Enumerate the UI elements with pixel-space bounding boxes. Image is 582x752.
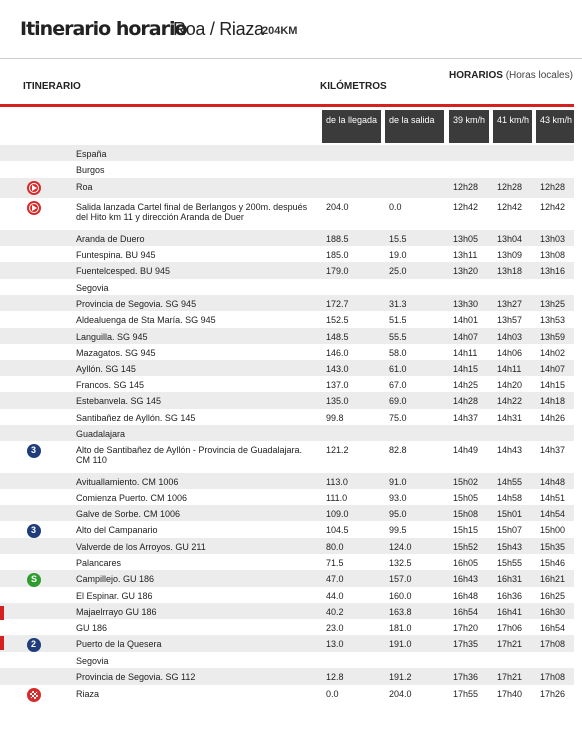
time-39kmh: 15h05 xyxy=(453,493,479,503)
column-header xyxy=(0,64,582,104)
time-41kmh: 14h20 xyxy=(497,380,523,390)
place-name: Aranda de Duero xyxy=(76,234,145,244)
page-title: Itinerario horario xyxy=(20,18,187,40)
time-41kmh: 17h21 xyxy=(497,639,523,649)
time-41kmh: 14h11 xyxy=(497,364,522,374)
km-to-finish: 135.0 xyxy=(326,396,349,406)
time-41kmh: 13h18 xyxy=(497,266,523,276)
time-39kmh: 13h30 xyxy=(453,299,479,309)
table-row xyxy=(0,652,574,668)
speed1-heading: 39 km/h xyxy=(449,110,489,143)
km-from-start: 55.5 xyxy=(389,332,407,342)
km-to-finish: 179.0 xyxy=(326,266,349,276)
table-row xyxy=(0,554,574,570)
place-name: Aldealuenga de Sta María. SG 945 xyxy=(76,315,216,325)
km-to-finish: 146.0 xyxy=(326,348,349,358)
time-43kmh: 14h26 xyxy=(540,413,566,423)
place-name: Segovia xyxy=(76,656,109,666)
time-43kmh: 14h54 xyxy=(540,509,566,519)
km-to-finish: 152.5 xyxy=(326,315,349,325)
table-row xyxy=(0,619,574,635)
km-from-start: 95.0 xyxy=(389,509,407,519)
time-41kmh: 14h43 xyxy=(497,445,523,455)
km-to-finish: 104.5 xyxy=(326,525,349,535)
time-41kmh: 14h58 xyxy=(497,493,523,503)
table-row xyxy=(0,538,574,554)
km-to-finish: 23.0 xyxy=(326,623,344,633)
place-name: Roa xyxy=(76,182,93,192)
place-name: Languilla. SG 945 xyxy=(76,332,148,342)
table-row xyxy=(0,473,574,489)
time-43kmh: 17h08 xyxy=(540,672,566,682)
time-43kmh: 13h16 xyxy=(540,266,566,276)
km-to-finish: 47.0 xyxy=(326,574,344,584)
start-icon xyxy=(27,181,41,195)
table-row xyxy=(0,685,574,705)
time-43kmh: 12h28 xyxy=(540,182,566,192)
time-43kmh: 15h46 xyxy=(540,558,566,568)
place-name: Valverde de los Arroyos. GU 211 xyxy=(76,542,206,552)
table-row xyxy=(0,441,574,473)
place-name: GU 186 xyxy=(76,623,108,633)
time-39kmh: 14h37 xyxy=(453,413,479,423)
km-to-finish: 13.0 xyxy=(326,639,344,649)
time-41kmh: 16h36 xyxy=(497,591,523,601)
time-43kmh: 14h51 xyxy=(540,493,566,503)
km-from-start: 61.0 xyxy=(389,364,407,374)
time-43kmh: 16h54 xyxy=(540,623,566,633)
table-row xyxy=(0,603,574,619)
time-39kmh: 17h36 xyxy=(453,672,479,682)
place-name: Galve de Sorbe. CM 1006 xyxy=(76,509,181,519)
km-from-start: 25.0 xyxy=(389,266,407,276)
km-from-start: 204.0 xyxy=(389,689,412,699)
time-41kmh: 15h01 xyxy=(497,509,523,519)
time-43kmh: 13h25 xyxy=(540,299,566,309)
place-name: Avituallamiento. CM 1006 xyxy=(76,477,179,487)
table-row xyxy=(0,668,574,685)
time-39kmh: 12h42 xyxy=(453,202,479,212)
time-41kmh: 14h03 xyxy=(497,332,523,342)
km-from-start: 191.0 xyxy=(389,639,412,649)
mountain-cat2-icon xyxy=(27,638,41,652)
page-header xyxy=(0,0,582,58)
table-row xyxy=(0,392,574,409)
time-43kmh: 16h25 xyxy=(540,591,566,601)
time-41kmh: 14h55 xyxy=(497,477,523,487)
sprint-icon xyxy=(27,573,41,587)
time-39kmh: 14h07 xyxy=(453,332,479,342)
schedule-heading-label: HORARIOS xyxy=(449,70,503,81)
time-41kmh: 14h31 xyxy=(497,413,523,423)
table-row xyxy=(0,635,574,652)
time-39kmh: 15h08 xyxy=(453,509,479,519)
place-name: Mazagatos. SG 945 xyxy=(76,348,156,358)
table-row xyxy=(0,230,574,246)
time-41kmh: 17h06 xyxy=(497,623,523,633)
place-name: España xyxy=(76,149,107,159)
table-row xyxy=(0,198,574,230)
place-name: Estebanvela. SG 145 xyxy=(76,396,162,406)
time-43kmh: 13h03 xyxy=(540,234,566,244)
place-name: Segovia xyxy=(76,283,109,293)
table-row xyxy=(0,328,574,344)
km-to-finish: 121.2 xyxy=(326,445,349,455)
table-row xyxy=(0,279,574,295)
km-from-start: 15.5 xyxy=(389,234,407,244)
place-name: Provincia de Segovia. SG 945 xyxy=(76,299,197,309)
table-row xyxy=(0,360,574,376)
place-name: Campillejo. GU 186 xyxy=(76,574,155,584)
time-43kmh: 14h02 xyxy=(540,348,566,358)
km-to-finish: 99.8 xyxy=(326,413,344,423)
km-to-finish: 12.8 xyxy=(326,672,344,682)
schedule-heading xyxy=(449,70,575,82)
table-row xyxy=(0,161,574,178)
time-39kmh: 13h05 xyxy=(453,234,479,244)
schedule-note: (Horas locales) xyxy=(505,70,573,81)
time-41kmh: 12h28 xyxy=(497,182,523,192)
time-39kmh: 17h20 xyxy=(453,623,479,633)
km-from-start: 69.0 xyxy=(389,396,407,406)
time-43kmh: 14h15 xyxy=(540,380,566,390)
time-39kmh: 14h11 xyxy=(453,348,478,358)
km-to-finish: 80.0 xyxy=(326,542,344,552)
km-from-start: 163.8 xyxy=(389,607,412,617)
km-from-start: 31.3 xyxy=(389,299,407,309)
km-from-start: 191.2 xyxy=(389,672,412,682)
table-row xyxy=(0,425,574,441)
start-icon xyxy=(27,201,41,215)
km-to-finish: 143.0 xyxy=(326,364,349,374)
time-39kmh: 17h55 xyxy=(453,689,479,699)
time-39kmh: 14h01 xyxy=(453,315,479,325)
speed2-heading: 41 km/h xyxy=(493,110,532,143)
km-to-finish: 0.0 xyxy=(326,689,339,699)
time-43kmh: 17h26 xyxy=(540,689,566,699)
place-name: Alto del Campanario xyxy=(76,525,158,535)
mountain-cat3-icon xyxy=(27,444,41,458)
place-name: Guadalajara xyxy=(76,429,126,439)
km-to-finish: 71.5 xyxy=(326,558,344,568)
time-39kmh: 13h20 xyxy=(453,266,479,276)
km-to-finish: 137.0 xyxy=(326,380,349,390)
time-43kmh: 14h18 xyxy=(540,396,566,406)
time-41kmh: 13h27 xyxy=(497,299,523,309)
itinerary-heading: ITINERARIO xyxy=(23,81,81,92)
km-from-start: 75.0 xyxy=(389,413,407,423)
km-to-finish: 40.2 xyxy=(326,607,344,617)
time-43kmh: 13h08 xyxy=(540,250,566,260)
edge-marker xyxy=(0,636,4,650)
km-from-start: 124.0 xyxy=(389,542,412,552)
time-41kmh: 14h22 xyxy=(497,396,523,406)
time-39kmh: 14h25 xyxy=(453,380,479,390)
place-name: El Espinar. GU 186 xyxy=(76,591,153,601)
km-to-finish: 113.0 xyxy=(326,477,348,487)
km-to-finish: 204.0 xyxy=(326,202,349,212)
km-from-start: 19.0 xyxy=(389,250,407,260)
time-39kmh: 13h11 xyxy=(453,250,478,260)
place-name: Alto de Santibañez de Ayllón - Provincia de Guadalajara. CM 110 xyxy=(76,445,302,465)
time-43kmh: 12h42 xyxy=(540,202,566,212)
time-41kmh: 16h41 xyxy=(497,607,523,617)
time-41kmh: 17h21 xyxy=(497,672,523,682)
km-from-start: 58.0 xyxy=(389,348,407,358)
table-row xyxy=(0,376,574,392)
place-name: Burgos xyxy=(76,165,105,175)
time-43kmh: 16h21 xyxy=(540,574,566,584)
time-43kmh: 15h35 xyxy=(540,542,566,552)
time-43kmh: 13h53 xyxy=(540,315,566,325)
table-row xyxy=(0,489,574,505)
time-39kmh: 17h35 xyxy=(453,639,479,649)
place-name: Funtespina. BU 945 xyxy=(76,250,156,260)
time-43kmh: 14h37 xyxy=(540,445,566,455)
km-from-start: 157.0 xyxy=(389,574,412,584)
itinerary-table xyxy=(0,145,574,705)
km-arrival-heading: de la llegada xyxy=(322,110,381,143)
mountain-cat3-icon xyxy=(27,524,41,538)
place-name: Santibañez de Ayllón. SG 145 xyxy=(76,413,196,423)
time-43kmh: 15h00 xyxy=(540,525,566,535)
km-from-start: 99.5 xyxy=(389,525,407,535)
time-41kmh: 12h42 xyxy=(497,202,523,212)
time-43kmh: 13h59 xyxy=(540,332,566,342)
table-row xyxy=(0,311,574,328)
table-row xyxy=(0,178,574,198)
km-departure-heading: de la salida xyxy=(385,110,444,143)
place-name: Palancares xyxy=(76,558,122,568)
km-from-start: 160.0 xyxy=(389,591,412,601)
time-39kmh: 15h52 xyxy=(453,542,479,552)
time-41kmh: 15h07 xyxy=(497,525,523,535)
km-heading: KILÓMETROS xyxy=(320,81,387,92)
time-39kmh: 16h48 xyxy=(453,591,479,601)
time-41kmh: 16h31 xyxy=(497,574,523,584)
time-41kmh: 15h43 xyxy=(497,542,523,552)
route-distance: 204KM xyxy=(262,25,298,37)
table-row xyxy=(0,262,574,279)
km-to-finish: 148.5 xyxy=(326,332,349,342)
divider xyxy=(0,58,582,59)
place-name: Comienza Puerto. CM 1006 xyxy=(76,493,188,503)
place-name: Riaza xyxy=(76,689,100,699)
table-row xyxy=(0,521,574,538)
time-43kmh: 17h08 xyxy=(540,639,566,649)
table-row xyxy=(0,409,574,425)
km-to-finish: 109.0 xyxy=(326,509,349,519)
finish-icon xyxy=(27,688,41,702)
time-39kmh: 14h15 xyxy=(453,364,479,374)
table-row xyxy=(0,246,574,262)
speed3-heading: 43 km/h xyxy=(536,110,574,143)
time-39kmh: 14h28 xyxy=(453,396,479,406)
km-to-finish: 188.5 xyxy=(326,234,349,244)
time-39kmh: 16h43 xyxy=(453,574,479,584)
time-41kmh: 15h55 xyxy=(497,558,523,568)
route-name: Roa / Riaza xyxy=(173,19,264,39)
table-row xyxy=(0,587,574,603)
place-name: Fuentelcesped. BU 945 xyxy=(76,266,171,276)
km-to-finish: 172.7 xyxy=(326,299,349,309)
time-41kmh: 13h09 xyxy=(497,250,523,260)
km-from-start: 181.0 xyxy=(389,623,412,633)
edge-marker xyxy=(0,606,4,620)
time-39kmh: 12h28 xyxy=(453,182,479,192)
time-39kmh: 16h54 xyxy=(453,607,479,617)
table-row xyxy=(0,570,574,587)
table-row xyxy=(0,145,574,161)
km-from-start: 0.0 xyxy=(389,202,402,212)
km-to-finish: 44.0 xyxy=(326,591,344,601)
time-43kmh: 16h30 xyxy=(540,607,566,617)
time-43kmh: 14h07 xyxy=(540,364,566,374)
km-to-finish: 185.0 xyxy=(326,250,349,260)
place-name: Francos. SG 145 xyxy=(76,380,145,390)
km-from-start: 51.5 xyxy=(389,315,407,325)
time-41kmh: 13h04 xyxy=(497,234,523,244)
place-name: Provincia de Segovia. SG 112 xyxy=(76,672,196,682)
time-41kmh: 13h57 xyxy=(497,315,523,325)
time-43kmh: 14h48 xyxy=(540,477,566,487)
time-39kmh: 14h49 xyxy=(453,445,479,455)
time-39kmh: 15h02 xyxy=(453,477,479,487)
km-from-start: 91.0 xyxy=(389,477,407,487)
place-name: Puerto de la Quesera xyxy=(76,639,162,649)
time-39kmh: 16h05 xyxy=(453,558,479,568)
place-name: Ayllón. SG 145 xyxy=(76,364,136,374)
time-41kmh: 17h40 xyxy=(497,689,523,699)
time-41kmh: 14h06 xyxy=(497,348,523,358)
km-from-start: 82.8 xyxy=(389,445,407,455)
place-name: Salida lanzada Cartel final de Berlangos y 200m. después del Hito km 11 y dirección Aranda de Duer xyxy=(76,202,308,222)
table-row xyxy=(0,295,574,311)
table-row xyxy=(0,505,574,521)
header-red-rule xyxy=(0,104,574,107)
km-to-finish: 111.0 xyxy=(326,493,348,503)
km-from-start: 93.0 xyxy=(389,493,407,503)
time-39kmh: 15h15 xyxy=(453,525,479,535)
table-row xyxy=(0,344,574,360)
place-name: Majaelrrayo GU 186 xyxy=(76,607,157,617)
km-from-start: 67.0 xyxy=(389,380,407,390)
km-from-start: 132.5 xyxy=(389,558,412,568)
